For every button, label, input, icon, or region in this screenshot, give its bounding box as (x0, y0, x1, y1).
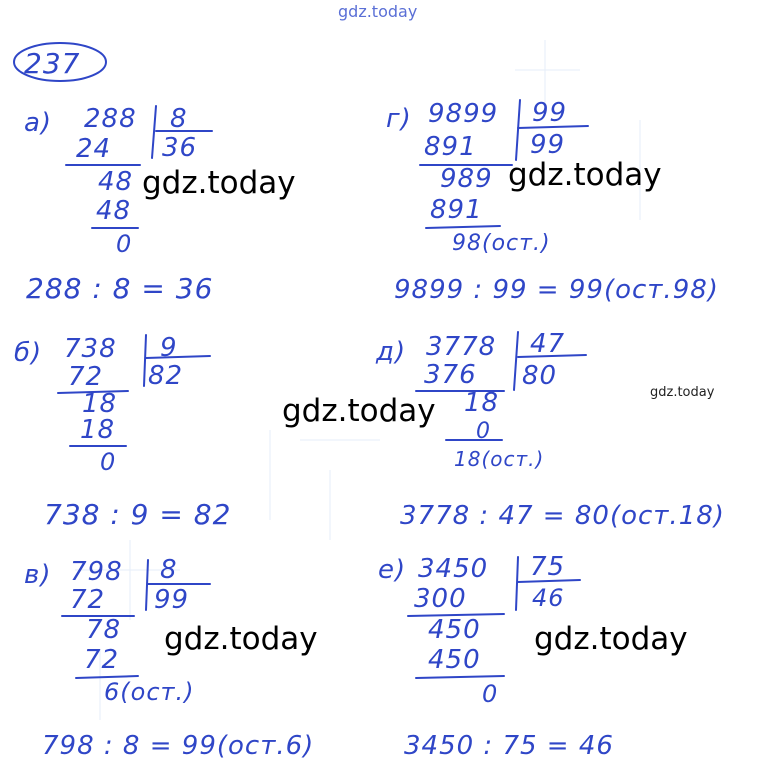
divisor: 47 (530, 329, 566, 359)
problem-b (14, 333, 231, 531)
problem-a (24, 104, 213, 305)
watermark: gdz.today (534, 621, 688, 657)
result-equation: 3778 : 47 = 80(ост.18) (400, 501, 725, 531)
divisor: 8 (170, 104, 188, 134)
watermark: gdz.today (282, 393, 436, 429)
dividend: 798 (70, 557, 123, 587)
step-1: 72 (70, 585, 106, 615)
step-3: 0 (476, 419, 491, 444)
step-1: 72 (68, 362, 104, 392)
watermark: gdz.today (164, 621, 318, 657)
dividend: 3450 (418, 554, 489, 584)
step-1: 891 (424, 132, 477, 162)
quotient: 99 (530, 130, 566, 160)
result-equation: 738 : 9 = 82 (44, 498, 232, 531)
step-2: 78 (86, 615, 122, 645)
step-2: 989 (440, 164, 493, 194)
watermark-small: gdz.today (650, 385, 715, 400)
step-3: 18 (80, 415, 116, 445)
dividend: 288 (84, 104, 137, 134)
divisor: 9 (160, 333, 178, 363)
quotient: 99 (154, 585, 190, 615)
problem-letter: г) (386, 104, 412, 134)
result-equation: 288 : 8 = 36 (26, 272, 214, 305)
step-1: 376 (424, 360, 477, 390)
problem-g (386, 98, 719, 305)
step-4: 0 (482, 680, 499, 708)
result-equation: 798 : 8 = 99(ост.6) (42, 731, 315, 761)
step-4: 0 (116, 230, 133, 258)
problem-letter: в) (24, 560, 52, 590)
dividend: 3778 (426, 332, 497, 362)
problem-v (24, 555, 314, 761)
step-4: 98(ост.) (452, 231, 551, 256)
watermark: gdz.today (508, 157, 662, 193)
step-4: 6(ост.) (104, 678, 195, 706)
step-3: 450 (428, 645, 481, 675)
step-2: 450 (428, 615, 481, 645)
quotient: 82 (148, 361, 184, 391)
quotient: 46 (532, 584, 565, 612)
problem-letter: б) (14, 338, 43, 368)
problem-d (375, 329, 725, 531)
quotient: 80 (522, 361, 558, 391)
problem-letter: а) (24, 108, 53, 138)
step-2: 18 (464, 388, 500, 418)
divisor: 75 (530, 552, 566, 582)
quotient: 36 (162, 133, 198, 163)
result-equation: 9899 : 99 = 99(ост.98) (394, 275, 719, 305)
watermark: gdz.today (142, 165, 296, 201)
step-3: 48 (96, 196, 132, 226)
step-4: 0 (100, 448, 117, 476)
divisor: 99 (532, 98, 568, 128)
problem-letter: д) (376, 337, 407, 367)
task-number: 237 (24, 47, 81, 80)
problem-letter: е) (378, 555, 407, 585)
watermark-top: gdz.today (338, 2, 418, 21)
step-1: 300 (414, 584, 467, 614)
result-equation: 3450 : 75 = 46 (404, 731, 614, 761)
dividend: 738 (64, 334, 117, 364)
step-1: 24 (76, 134, 112, 164)
divisor: 8 (160, 555, 178, 585)
step-3: 891 (430, 195, 483, 225)
step-3: 72 (84, 645, 120, 675)
step-2: 18 (82, 389, 118, 419)
step-2: 48 (98, 167, 134, 197)
dividend: 9899 (428, 99, 499, 129)
step-4: 18(ост.) (454, 447, 545, 471)
